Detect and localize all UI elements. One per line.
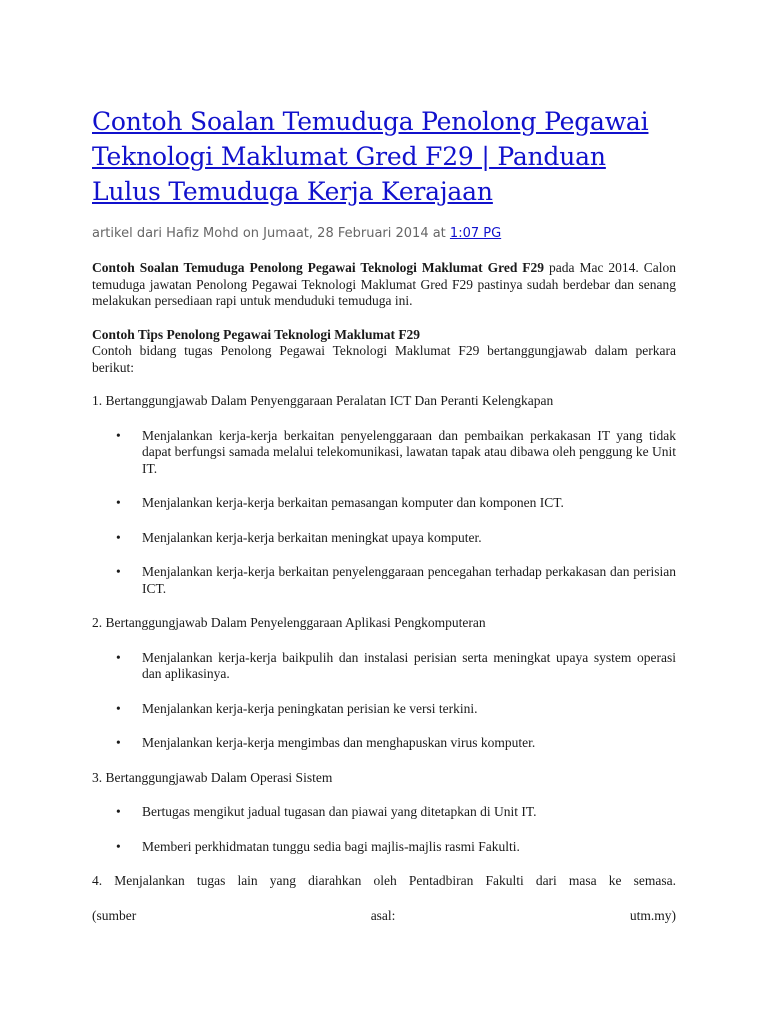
article-meta <box>92 225 676 243</box>
bullet-icon: • <box>116 804 121 819</box>
list-item <box>92 564 676 597</box>
article-title[interactable] <box>92 104 676 209</box>
list-item-text: Memberi perkhidmatan tunggu sedia bagi majlis-majlis rasmi Fakulti. <box>142 838 520 854</box>
list-item <box>92 804 676 821</box>
list-item-text: Menjalankan kerja-kerja berkaitan meningkat upaya komputer. <box>142 529 482 545</box>
list-item <box>92 495 676 512</box>
bullet-icon: • <box>116 700 121 716</box>
list-item-text: Menjalankan kerja-kerja peningkatan perisian ke versi terkini. <box>142 700 478 716</box>
section-1-list <box>92 428 676 598</box>
source-part: asal: <box>370 907 396 923</box>
bullet-icon: • <box>116 838 121 854</box>
section-heading: 3. Bertanggungjawab Dalam Operasi Sistem <box>92 769 333 785</box>
bullet-icon: • <box>116 649 121 665</box>
list-item-text: Menjalankan kerja-kerja berkaitan penyelenggaraan dan pembaikan perkakasan IT yang tidak dapat berfungsi samada melalui telekomunikasi, lawatan tapak atau dibawa oleh penggung ke Unit IT. <box>142 427 676 476</box>
article <box>92 104 676 924</box>
list-item <box>92 735 676 752</box>
source-part: utm.my) <box>629 907 676 923</box>
bullet-icon: • <box>116 495 121 510</box>
article-title-link[interactable]: Contoh Soalan Temuduga Penolong Pegawai Teknologi Maklumat Gred F29 | Panduan Lulus Temuduga Kerja Kerajaan <box>92 107 649 206</box>
tips-text: Contoh bidang tugas Penolong Pegawai Teknologi Maklumat F29 bertanggungjawab dalam perkara berikut: <box>92 343 676 375</box>
list-item <box>92 428 676 478</box>
section-1 <box>92 393 676 597</box>
article-body <box>92 260 676 924</box>
section-2-list <box>92 650 676 752</box>
source-part: (sumber <box>92 907 137 923</box>
section-3-list <box>92 804 676 855</box>
tips-heading: Contoh Tips Penolong Pegawai Teknologi Maklumat F29 <box>92 326 421 342</box>
list-item <box>92 650 676 683</box>
list-item-text: Menjalankan kerja-kerja baikpulih dan instalasi perisian serta meningkat upaya system operasi dan aplikasinya. <box>142 649 676 681</box>
section-2 <box>92 615 676 752</box>
list-item <box>92 701 676 718</box>
intro-text: pada Mac 2014. Calon temuduga jawatan Penolong Pegawai Teknologi Maklumat Gred F29 pastinya sudah berdebar dan senang melakukan persediaan rapi untuk menduduki temuduga ini. <box>92 260 676 308</box>
meta-time-link[interactable]: 1:07 PG <box>449 226 502 241</box>
bullet-icon: • <box>116 735 121 750</box>
list-item-text: Menjalankan kerja-kerja berkaitan penyelenggaraan pencegahan terhadap perkakasan dan perisian ICT. <box>142 564 676 596</box>
list-item <box>92 530 676 547</box>
meta-author-date: artikel dari Hafiz Mohd on Jumaat, 28 Februari 2014 at <box>92 226 450 241</box>
list-item-text: Menjalankan kerja-kerja berkaitan pemasangan komputer dan komponen ICT. <box>142 495 564 510</box>
intro-paragraph <box>92 260 676 310</box>
section-3 <box>92 770 676 856</box>
source-line <box>92 908 676 925</box>
intro-bold: Contoh Soalan Temuduga Penolong Pegawai Teknologi Maklumat Gred F29 <box>92 260 545 275</box>
bullet-icon: • <box>116 564 121 579</box>
bullet-icon: • <box>116 529 121 545</box>
section-4-item: 4. Menjalankan tugas lain yang diarahkan oleh Pentadbiran Fakulti dari masa ke semasa. <box>92 873 676 888</box>
tips-block <box>92 327 676 377</box>
section-heading: 1. Bertanggungjawab Dalam Penyenggaraan Peralatan ICT Dan Peranti Kelengkapan <box>92 393 554 408</box>
list-item-text: Bertugas mengikut jadual tugasan dan piawai yang ditetapkan di Unit IT. <box>142 804 537 819</box>
section-heading: 2. Bertanggungjawab Dalam Penyelenggaraan Aplikasi Pengkomputeran <box>92 615 486 630</box>
list-item-text: Menjalankan kerja-kerja mengimbas dan menghapuskan virus komputer. <box>142 735 536 750</box>
list-item <box>92 839 676 856</box>
bullet-icon: • <box>116 427 121 443</box>
